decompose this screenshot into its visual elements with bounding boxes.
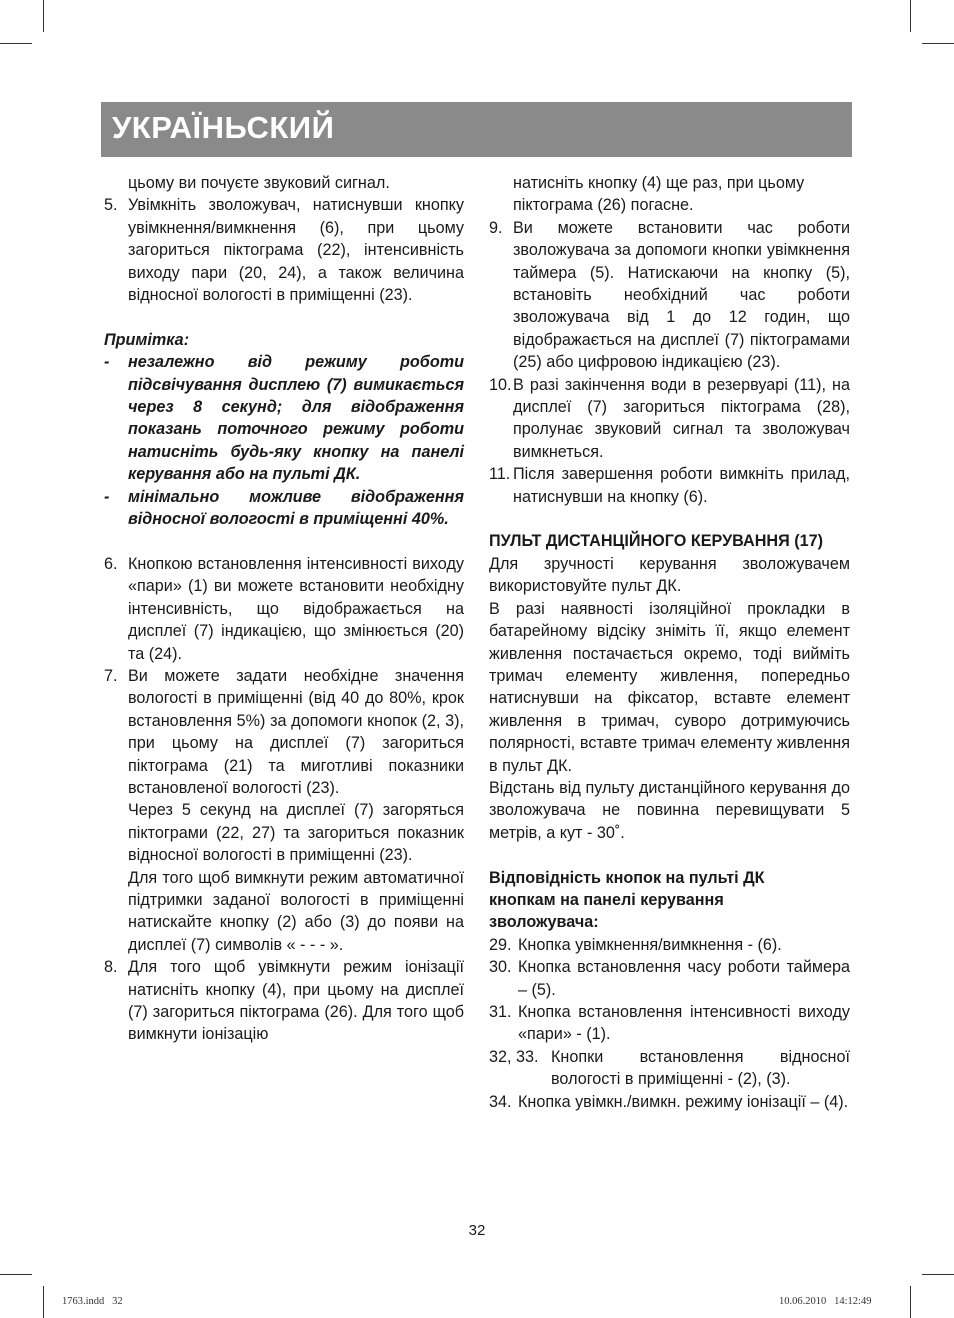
section-header [101,102,852,157]
item-text: В разі закінчення води в резервуарі (11), на дисплеї (7) загориться піктограма (28), пролунає звуковий сигнал та зволожувач вимкнеться. [513,375,850,461]
left-column [104,172,464,1046]
item-text: Кнопка увімкн./вимкн. режиму іонізації – (4). [518,1092,849,1111]
item-number: 29. [489,935,512,954]
list-item [104,956,464,1046]
item-number: 11. [489,465,511,484]
item-text: Кнопка встановлення часу роботи таймера – (5). [518,958,850,999]
file-slug: 1763.indd 32 [62,1296,123,1307]
page-title: УКРАЇНЬСКИЙ [112,110,335,145]
crop-mark [910,1286,911,1318]
section-heading: Відповідність кнопок на пульті ДК кнопкам на панелі керування зволожувача: [489,868,765,932]
list-item [104,194,464,306]
note-item [104,486,464,531]
item-text: Кнопкою встановлення інтенсивності виходу «пари» (1) ви можете встановити необхідну інтенсивність, що відображається на дисплеї (7) індикацією, що змінюється (20) та (24). [128,554,464,663]
note-dash: - [104,353,110,372]
list-item [489,956,850,1001]
right-column [489,172,850,1113]
item-number: 5. [104,196,118,215]
crop-mark [922,1274,954,1275]
item-text: Після завершення роботи вимкніть прилад, натиснувши на кнопку (6). [513,465,850,506]
date-slug: 10.06.2010 14:12:49 [779,1296,872,1307]
item-number: 8. [104,958,118,977]
item-number: 10. [489,375,512,394]
item-paragraph: Для того щоб вимкнути режим автоматичної підтримки заданої вологості в приміщенні натискайте кнопку (2) або (3) до появи на дисплеї (7) символів « - - - ». [128,868,464,954]
page-number: 32 [468,1222,486,1239]
section-heading: ПУЛЬТ ДИСТАНЦІЙНОГО КЕРУВАННЯ (17) [489,532,824,551]
list-item [489,374,850,464]
note-dash: - [104,487,110,506]
list-item [489,934,850,956]
item-number: 34. [489,1092,512,1111]
continued-text: натисніть кнопку (4) ще раз, при цьому піктограма (26) погасне. [513,174,805,215]
item-number: 31. [489,1003,512,1021]
list-item [489,463,850,508]
note-text: мінімально можливе відображення відносної вологості в приміщенні 40%. [128,487,464,529]
item-number: 6. [104,554,118,573]
note-item [104,351,464,485]
item-number: 7. [104,666,118,685]
item-text: Кнопка встановлення інтенсивності виходу «пари» - (1). [518,1003,850,1044]
list-item [489,217,850,374]
list-item [104,665,464,799]
item-number: 9. [489,218,503,237]
item-number: 30. [489,958,512,977]
list-item [104,553,464,665]
note-title: Примітка: [104,330,190,349]
crop-mark [0,1274,32,1275]
continued-text: цьому ви почуєте звуковий сигнал. [128,174,390,192]
list-item [489,1091,850,1113]
crop-mark [0,43,32,44]
item-text: Для того щоб увімкнути режим іонізації натисніть кнопку (4), при цьому на дисплеї (7) загориться піктограма (26). Для того щоб вимкнути іонізацію [128,958,464,1044]
item-text: Кнопки встановлення відносної вологості в приміщенні - (2), (3). [551,1047,850,1089]
crop-mark [922,43,954,44]
crop-mark [43,0,44,32]
item-number: 32, 33. [489,1047,539,1066]
item-text: Кнопка увімкнення/вимкнення - (6). [518,935,782,954]
crop-mark [910,0,911,32]
item-text: Ви можете задати необхідне значення вологості в приміщенні (від 40 до 80%, крок встановлення 5%) за допомоги кнопок (2, 3), при цьому на дисплеї (7) загориться піктограма (21) та миготливі показники встановленої вологості (23). [128,666,464,797]
crop-mark [43,1286,44,1318]
list-item [489,1001,850,1046]
note-text: незалежно від режиму роботи підсвічування дисплею (7) вимикається через 8 секунд; для відображення показань поточного режиму роботи натисніть будь-яку кнопку на панелі керування або на пульті ДК. [128,353,464,484]
item-text: Ви можете встановити час роботи зволожувача за допомоги кнопки увімкнення таймера (5). Натискаючи на кнопку (5), встановіть необхідний час роботи зволожувача від 1 до 12 годин, що відображається на дисплеї (7) піктограмами (25) або цифровою індикацією (23). [513,218,850,372]
paragraph: Відстань від пульту дистанційного керування до зволожувача не повинна перевищувати 5 метрів, а кут - 30˚. [489,778,850,842]
paragraph: Для зручності керування зволожувачем використовуйте пульт ДК. [489,554,850,596]
list-item [489,1046,850,1091]
paragraph: В разі наявності ізоляційної прокладки в батарейному відсіку зніміть її, якщо елемент живлення постачається окремо, тоді вийміть тримач елементу живлення, попередньо натиснувши на фіксатор, вставте елемент живлення в тримач, суворо дотримуючись полярності, вставте тримач елементу живлення в пульт ДК. [489,599,850,775]
item-text: Увімкніть зволожувач, натиснувши кнопку увімкнення/вимкнення (6), при цьому загориться піктограма (22), інтенсивність виходу пари (20, 24), а також величина відносної вологості в приміщенні (23). [128,196,464,305]
item-paragraph: Через 5 секунд на дисплеї (7) загоряться піктограми (22, 27) та загориться показник відносної вологості в приміщенні (23). [128,801,464,865]
